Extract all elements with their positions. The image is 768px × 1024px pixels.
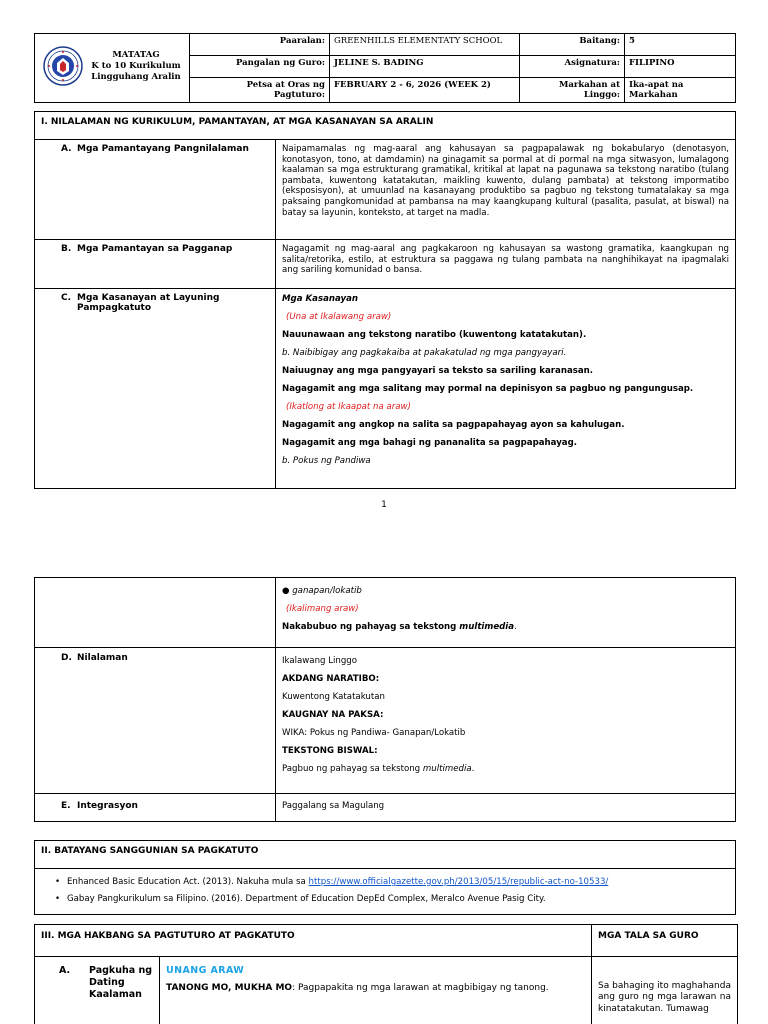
multimedia-line <box>282 622 729 633</box>
multimedia-word: multimedia <box>459 622 515 632</box>
row-b-label <box>35 240 276 289</box>
reference-item: • Gabay Pangkurikulum sa Filipino. (2016). Department of Education DepEd Complex, Meralco Avenue Pasig City. <box>41 894 729 905</box>
multimedia-suffix: . <box>514 622 517 632</box>
paaralan-label: Paaralan: <box>190 34 330 56</box>
notes-header: MGA TALA SA GURO <box>592 925 738 957</box>
row-d-letter: D. <box>61 653 72 663</box>
biswal-value <box>282 764 729 775</box>
continuation-empty-cell <box>35 578 276 648</box>
kaugnay-value: WIKA: Pokus ng Pandiwa- Ganapan/Lokatib <box>282 728 466 738</box>
row-iii-a-label-text: Pagkuha ng Dating Kaalaman <box>89 965 153 1000</box>
biswal-suffix: . <box>471 764 475 774</box>
row-b-letter: B. <box>61 244 72 254</box>
references-cell <box>35 869 736 915</box>
continuation-table <box>34 577 736 822</box>
row-a-text: Naipamamalas ng mag-aaral ang kahusayan sa pagpapalawak ng bokabularyo (denotasyon, konotasyon, tono, at damdamin) na ginagamit sa pormal at di pormal na mga sitwasyon, lumalagong kaalaman sa mga estrukturang gramatikal, kritikal at lapat na pagunawa sa tekstong naratibo (tulang pambata, kuwentong katatakutan, maikling kuwento, dulang pambata) at tekstong impormatibo (eksposisyon), at umuunlad na kasanayang produktibo sa pagbuo ng tekstong tumatalakay sa mga paksaing pangkomunidad at pambansa na may kaangkupang kultural (pasalita, pasulat, at biswal) na batay sa layunin, konteksto, at target na madla. <box>276 140 736 240</box>
lingguhang-aralin-label: Lingguhang Aralin <box>91 71 181 82</box>
row-iii-a-label <box>35 957 160 1024</box>
row-iii-a-letter: A. <box>59 965 71 976</box>
kasanayan-item: Nauunawaan ang tekstong naratibo (kuwentong katatakutan). <box>282 330 587 340</box>
row-e-value: Paggalang sa Magulang <box>276 794 736 822</box>
markahan-value: Ika-apat na Markahan <box>625 78 736 103</box>
row-d-content <box>276 648 736 794</box>
row-e-letter: E. <box>61 801 71 811</box>
day-1-label: UNANG ARAW <box>166 965 245 976</box>
row-c-label <box>35 289 276 489</box>
row-a-letter: A. <box>61 144 72 154</box>
akdang-value: Kuwentong Katatakutan <box>282 692 385 702</box>
guro-label: Pangalan ng Guro: <box>190 56 330 78</box>
page-number: 1 <box>381 500 387 510</box>
guro-value: JELINE S. BADING <box>330 56 520 78</box>
row-c-content <box>276 289 736 489</box>
row-a-label <box>35 140 276 240</box>
kurikulum-label: K to 10 Kurikulum <box>91 60 181 71</box>
reference-item <box>41 877 729 888</box>
row-a-label-text: Mga Pamantayang Pangnilalaman <box>77 144 249 154</box>
section-3-title: III. MGA HAKBANG SA PAGTUTURO AT PAGKATUTO <box>35 925 592 957</box>
biswal-prefix: Pagbuo ng pahayag sa tekstong <box>282 764 423 774</box>
row-b-text: Nagagamit ng mag-aaral ang pagkakaroon ng kahusayan sa wastong gramatika, kaangkupan ng salita/retorika, estilo, at estruktura sa paggawa ng tulang pambata na nanghihikayat na ipagmalaki ang sariling komunidad o bansa. <box>276 240 736 289</box>
section-2-title: II. BATAYANG SANGGUNIAN SA PAGKATUTO <box>35 841 736 869</box>
day-1-2-label: (Una at Ikalawang araw) <box>286 312 392 322</box>
kasanayan-item: Nagagamit ang mga salitang may pormal na depinisyon sa pagbuo ng pangungusap. <box>282 384 694 394</box>
references-list <box>41 877 729 905</box>
kasanayan-item: Nagagamit ang angkop na salita sa pagpapahayag ayon sa kahulugan. <box>282 420 625 430</box>
biswal-word: multimedia <box>422 764 472 774</box>
section-3-table <box>34 924 738 1024</box>
markahan-label: Markahan at Linggo: <box>520 78 625 103</box>
asignatura-value: FILIPINO <box>625 56 736 78</box>
nilalaman-week: Ikalawang Linggo <box>282 656 357 666</box>
row-iii-a-content <box>160 957 592 1024</box>
lesson-plan-title <box>83 50 189 83</box>
baitang-label: Baitang: <box>520 34 625 56</box>
kasanayan-item: b. Pokus ng Pandiwa <box>282 456 371 466</box>
activity-text <box>166 983 585 995</box>
row-c-label-text: Mga Kasanayan at Layuning Pampagkatuto <box>77 293 220 313</box>
akdang-label: AKDANG NARATIBO: <box>282 674 380 684</box>
reference-1-link[interactable]: https://www.officialgazette.gov.ph/2013/05/15/republic-act-no-10533/ <box>308 877 609 887</box>
day-3-4-label: (Ikatlong at Ikaapat na araw) <box>286 402 411 412</box>
petsa-value: FEBRUARY 2 - 6, 2026 (WEEK 2) <box>330 78 520 103</box>
activity-title: TANONG MO, MUKHA MO <box>166 983 293 993</box>
paaralan-value: GREENHILLS ELEMENTATY SCHOOL <box>330 34 520 56</box>
row-d-label-text: Nilalaman <box>77 653 128 663</box>
row-b-label-text: Mga Pamantayan sa Pagganap <box>77 244 233 254</box>
teacher-notes: Sa bahaging ito maghahanda ang guro ng mga larawan na kinatatakutan. Tumawag <box>592 957 738 1024</box>
kasanayan-item: b. Naibibigay ang pagkakaiba at pakakatulad ng mga pangyayari. <box>282 348 567 358</box>
row-e-label-text: Integrasyon <box>77 801 138 811</box>
kasanayan-heading: Mga Kasanayan <box>282 294 359 304</box>
multimedia-prefix: Nakabubuo ng pahayag sa tekstong <box>282 622 460 632</box>
kaugnay-label: KAUGNAY NA PAKSA: <box>282 710 384 720</box>
section-1-table <box>34 111 736 489</box>
deped-seal-icon <box>43 46 83 86</box>
section-2-table <box>34 840 736 915</box>
ganapan-bullet: ● ganapan/lokatib <box>282 586 362 596</box>
asignatura-label: Asignatura: <box>520 56 625 78</box>
row-c-letter: C. <box>61 293 72 303</box>
activity-description: : Pagpapakita ng mga larawan at magbibigay ng tanong. <box>292 983 549 993</box>
header-table <box>34 33 736 103</box>
kasanayan-item: Naiuugnay ang mga pangyayari sa teksto sa sariling karanasan. <box>282 366 594 376</box>
logo-cell <box>35 34 190 103</box>
kasanayan-item: Nagagamit ang mga bahagi ng pananalita sa pagpapahayag. <box>282 438 578 448</box>
day-5-label: (Ikalimang araw) <box>286 604 359 614</box>
biswal-label: TEKSTONG BISWAL: <box>282 746 378 756</box>
reference-1-text: Enhanced Basic Education Act. (2013). Nakuha mula sa <box>67 877 309 887</box>
row-e-label <box>35 794 276 822</box>
matatag-label: MATATAG <box>112 49 160 60</box>
continuation-content <box>276 578 736 648</box>
baitang-value: 5 <box>625 34 736 56</box>
row-d-label <box>35 648 276 794</box>
petsa-label: Petsa at Oras ng Pagtuturo: <box>190 78 330 103</box>
section-1-title: I. NILALAMAN NG KURIKULUM, PAMANTAYAN, AT MGA KASANAYAN SA ARALIN <box>35 112 736 140</box>
